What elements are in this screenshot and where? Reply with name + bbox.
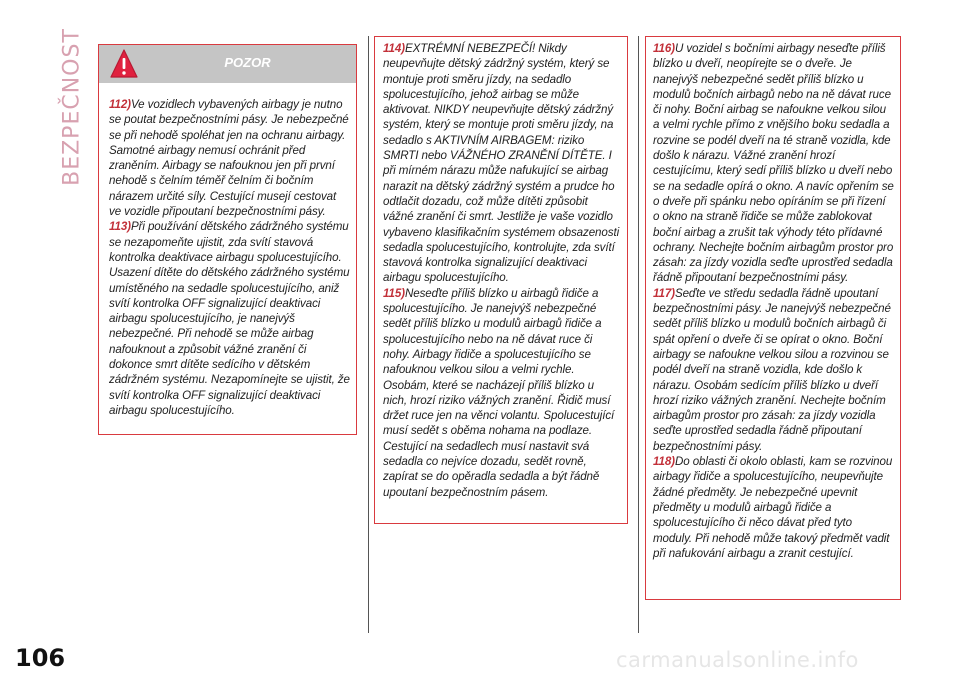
section-title xyxy=(52,28,92,186)
paragraph-116 xyxy=(653,41,894,286)
paragraph-117 xyxy=(653,286,894,454)
text-118: Do oblasti či okolo oblasti, kam se rozvinou airbagy řidiče a spolucestujícího, neupevňujte žádné předměty. Je nebezpečné upevnit předměty u modulů airbagů řidiče a spolucestujícího či něco dávat před tyto moduly. Při nehodě může takový předmět vadit při nafukování airbagu a zranit cestující. xyxy=(653,455,893,560)
column-divider-2 xyxy=(638,36,639,633)
paragraph-112 xyxy=(109,97,350,219)
ref-118: 118) xyxy=(653,455,675,469)
paragraph-114 xyxy=(383,41,621,286)
paragraph-113 xyxy=(109,219,350,418)
ref-115: 115) xyxy=(383,286,405,300)
paragraph-115 xyxy=(383,286,621,500)
watermark: carmanualsonline.info xyxy=(616,648,859,672)
ref-112: 112) xyxy=(109,98,131,111)
warning-header xyxy=(99,45,356,83)
warning-title: POZOR xyxy=(224,55,271,70)
section-title-text: BEZPEČNOST xyxy=(59,28,85,186)
ref-116: 116) xyxy=(653,42,675,55)
column-3-box xyxy=(645,36,901,600)
ref-117: 117) xyxy=(653,286,675,300)
text-116: U vozidel s bočními airbagy neseďte příliš blízko u dveří, neopírejte se o dveře. Je nanejvýš nebezpečné sedět příliš blízko u modulů bočních airbagů nebo na ně dávat ruce či nohy. Boční airbag se nafoukne velkou silou a velmi rychle přímo z vnějšího boku sedadla a rozvine se podél dveří na té straně vozidla, kde došlo k nárazu. Vážné zranění hrozí cestujícímu, který sedí příliš blízko u dveří nebo se na sedadle opírá o okno. A navíc opřením se o dveře při spánku nebo opíráním se při řízení o okno na straně řidiče se může zablokovat boční airbag a zrušit tak výhody této přídavné ochrany. Nechejte bočním airbagům prostor pro zásah: za jízdy vozidla seďte uprostřed sedadla řádně připoutaní bezpečnostními pásy. xyxy=(653,42,894,285)
column-2-text xyxy=(383,41,621,500)
warning-box xyxy=(98,44,357,435)
ref-114: 114) xyxy=(383,42,405,55)
text-117: Seďte ve středu sedadla řádně upoutaní bezpečnostními pásy. Je nanejvýš nebezpečné sedět příliš blízko u modulů bočních airbagů či spát opření o dveře či se opírat o okno. Boční airbagy se nafoukne velkou silou a rozvinou se podél dveří na straně vozidla, kde došlo k nárazu. Osobám sedícím příliš blízko u dveří hrozí riziko vážných zranění. Nechejte bočním airbagům prostor pro zásah: za jízdy vozidla seďte uprostřed sedadla řádně připoutaní bezpečnostními pásy. xyxy=(653,286,891,453)
ref-113: 113) xyxy=(109,220,131,234)
text-115: Neseďte příliš blízko u airbagů řidiče a spolucestujícího. Je nanejvýš nebezpečné sedět příliš blízko u modulů airbagů řidiče a spolucestujícího nebo na ně dávat ruce či nohy. Airbagy řidiče a spolucestujícího se nafouknou velkou silou a velmi rychle. Osobám, které se nacházejí příliš blízko u nich, hrozí riziko vážných zranění. Řidič musí držet ruce jen na věnci volantu. Spolucestující musí sedět s oběma nohama na podlaze. Cestující na sedadlech musí nastavit svá sedadla co nejvíce dozadu, sedět rovně, zapírat se do opěradla sedadla a být řádně upoutaní bezpečnostním pásem. xyxy=(383,286,615,499)
page-number: 106 xyxy=(15,644,66,672)
text-114: EXTRÉMNÍ NEBEZPEČÍ! Nikdy neupevňujte dětský zádržný systém, který se montuje proti směru jízdy, na sedadlo spolucestujícího, jehož airbag se může aktivovat. NIKDY neupevňujte dětský zádržný systém, který se montuje proti směru jízdy, na sedadlo s AKTIVNÍM AIRBAGEM: riziko SMRTI nebo VÁŽNÉHO ZRANĚNÍ DÍTĚTE. I při mírném nárazu může nafukující se airbag narazit na dětský zádržný systém a prudce ho odtlačit dozadu, což může dítěti způsobit vážné zranění či smrt. Jestliže je vaše vozidlo vybaveno klasifikačním systémem obsazenosti sedadla spolucestujícího, kontrolujte, zda svítí stavová kontrolka signalizující deaktivaci airbagu spolucestujícího. xyxy=(383,42,620,285)
text-112: Ve vozidlech vybavených airbagy je nutno se poutat bezpečnostními pásy. Je nebezpečné se při nehodě spoléhat jen na ochranu airbagy. Samotné airbagy nemusí ochránit před zraněním. Airbagy se nafouknou jen při první nehodě s čelním téměř čelním či bočním nárazem určité síly. Cestující musejí cestovat ve vozidle připoutaní bezpečnostními pásy. xyxy=(109,98,349,219)
column-divider-1 xyxy=(368,36,369,633)
warning-text xyxy=(109,97,350,418)
column-2-box xyxy=(374,36,628,524)
text-113: Při používání dětského zádržného systému se nezapomeňte ujistit, zda svítí stavová kontrolka deaktivace airbagu spolucestujícího. Usazení dítěte do dětského zádržného systému umístěného na sedadle spolucestujícího, aniž svítí kontrolka OFF signalizující deaktivaci airbagu spolucestujícího, je nanejvýš nebezpečné. Při nehodě se může airbag nafouknout a způsobit vážné zranění či dokonce smrt dítěte sedícího v dětském zádržném systému. Nezapomínejte se ujistit, že svítí kontrolka OFF signalizující deaktivaci airbagu spolucestujícího. xyxy=(109,220,350,417)
column-3-text xyxy=(653,41,894,561)
paragraph-118 xyxy=(653,454,894,561)
